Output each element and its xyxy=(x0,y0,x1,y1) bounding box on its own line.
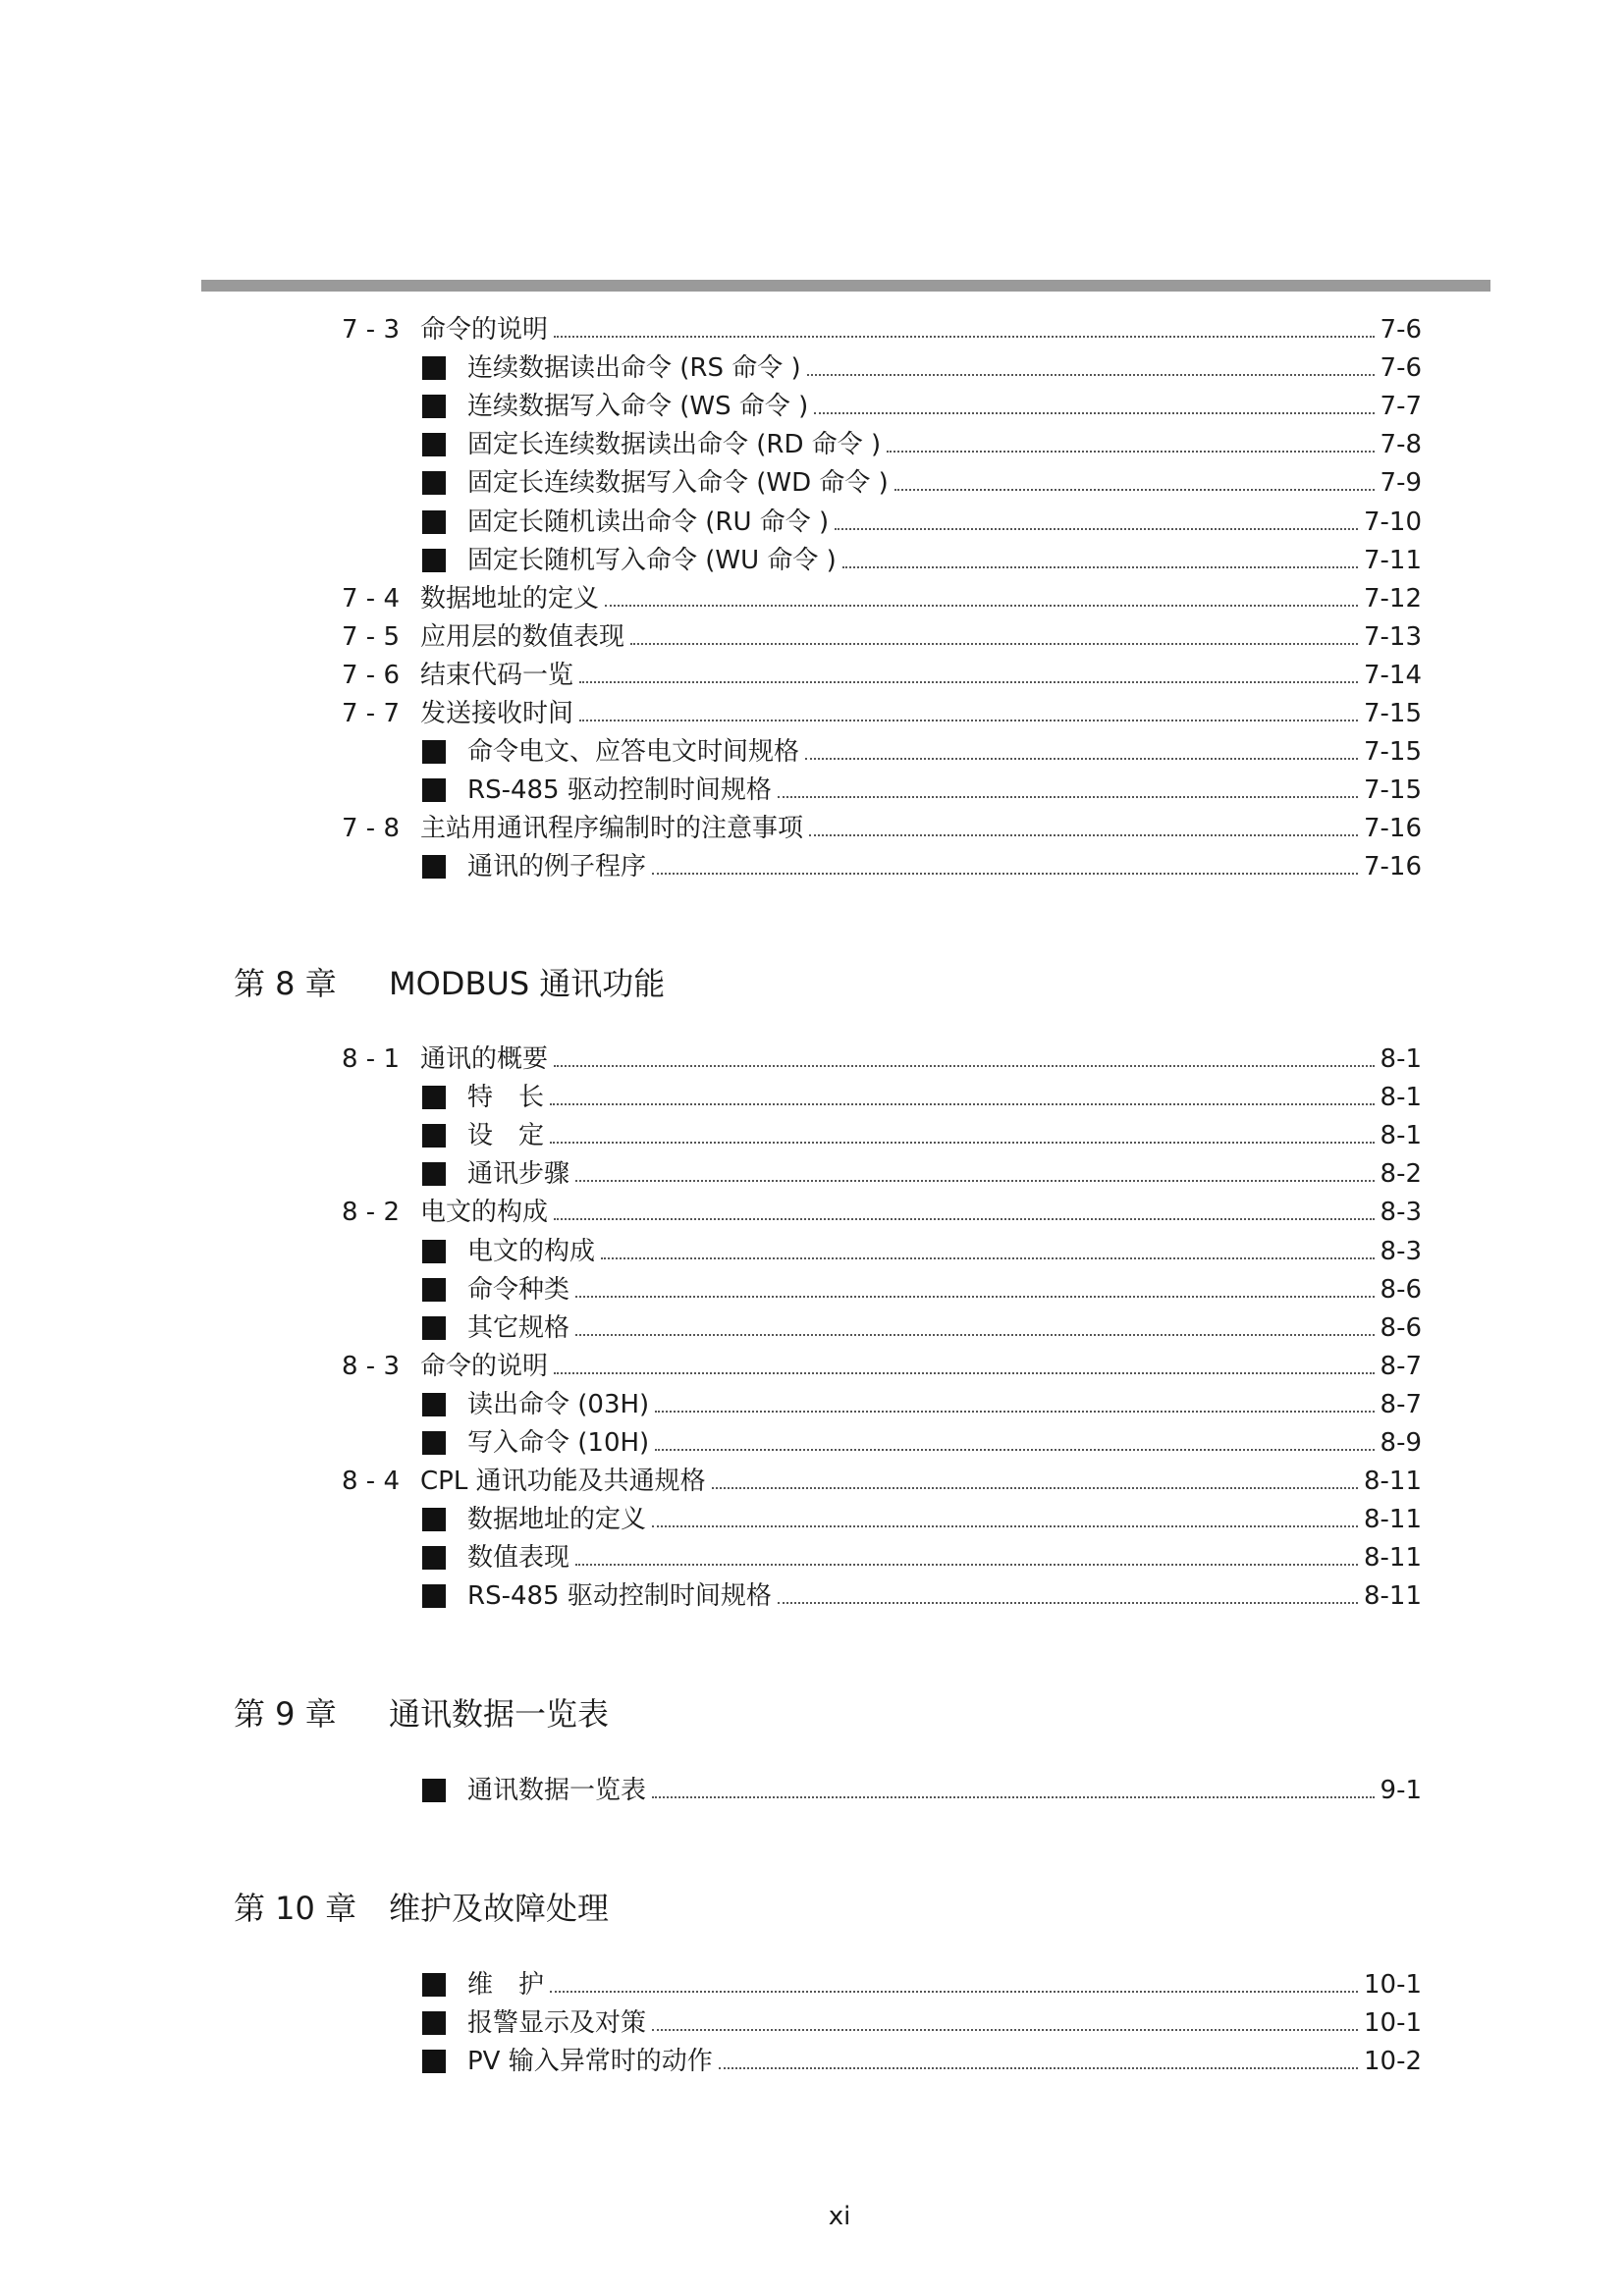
entry-title: 命令电文、应答电文时间规格 xyxy=(467,737,800,768)
dot-leader xyxy=(579,681,1358,683)
square-bullet-icon xyxy=(422,1162,446,1186)
entry-title: 命令种类 xyxy=(467,1274,570,1305)
dot-leader xyxy=(554,1065,1375,1067)
page-ref: 7-10 xyxy=(1363,507,1422,537)
page-ref: 7-15 xyxy=(1363,699,1422,728)
entry-title: 通讯的例子程序 xyxy=(467,852,647,882)
toc-entry[interactable] xyxy=(342,658,1422,693)
entry-title: 通讯的概要 xyxy=(420,1044,549,1074)
toc-subentry[interactable] xyxy=(422,1234,1422,1269)
page-ref: 8-11 xyxy=(1363,1467,1422,1497)
square-bullet-icon xyxy=(422,1278,446,1302)
page-number: xi xyxy=(828,2202,851,2231)
entry-title: 设 定 xyxy=(467,1121,545,1151)
entry-title: 结束代码一览 xyxy=(420,660,574,690)
page-ref: 8-7 xyxy=(1380,1351,1422,1381)
square-bullet-icon xyxy=(422,1393,446,1416)
toc-subentry[interactable] xyxy=(422,1272,1422,1308)
toc-subentry[interactable] xyxy=(422,2044,1422,2079)
square-bullet-icon xyxy=(422,510,446,534)
square-bullet-icon xyxy=(422,1546,446,1570)
entry-title: 报警显示及对策 xyxy=(467,2008,647,2039)
page-ref: 7-16 xyxy=(1363,814,1422,844)
square-bullet-icon xyxy=(422,1240,446,1263)
page-ref: 8-1 xyxy=(1380,1083,1422,1113)
dot-leader xyxy=(554,1218,1375,1220)
square-bullet-icon xyxy=(422,471,446,495)
page-ref: 10-2 xyxy=(1363,2047,1422,2077)
toc-subentry[interactable] xyxy=(422,465,1422,501)
entry-title: RS-485 驱动控制时间规格 xyxy=(467,1581,772,1612)
entry-title: 数据地址的定义 xyxy=(467,1505,647,1535)
page-ref: 8-2 xyxy=(1380,1159,1422,1190)
toc-subentry[interactable] xyxy=(422,1502,1422,1537)
chapter-heading xyxy=(234,1692,609,1735)
square-bullet-icon xyxy=(422,1124,446,1148)
dot-leader xyxy=(601,1257,1375,1259)
dot-leader xyxy=(712,1487,1358,1489)
page-ref: 10-1 xyxy=(1363,2008,1422,2039)
square-bullet-icon xyxy=(422,395,446,418)
entry-title: 写入命令 (10H) xyxy=(467,1428,650,1458)
toc-subentry[interactable] xyxy=(422,1773,1422,1808)
dot-leader xyxy=(652,1525,1358,1527)
entry-title: 通讯步骤 xyxy=(467,1159,570,1190)
dot-leader xyxy=(652,2029,1358,2031)
chapter-title: MODBUS 通讯功能 xyxy=(389,965,666,1002)
entry-title: 发送接收时间 xyxy=(420,699,574,728)
page-ref: 8-11 xyxy=(1363,1505,1422,1535)
entry-title: RS-485 驱动控制时间规格 xyxy=(467,775,772,806)
chapter-number: 第 8 章 xyxy=(234,965,337,1002)
chapter-number: 第 10 章 xyxy=(234,1890,357,1927)
entry-title: 命令的说明 xyxy=(420,315,549,345)
page-ref: 7-15 xyxy=(1363,775,1422,806)
toc-subentry[interactable] xyxy=(422,350,1422,386)
section-number: 8 - 4 xyxy=(342,1467,400,1497)
toc-subentry[interactable] xyxy=(422,1540,1422,1575)
dot-leader xyxy=(575,1334,1375,1336)
entry-title: PV 输入异常时的动作 xyxy=(467,2047,713,2077)
entry-title: 其它规格 xyxy=(467,1312,570,1343)
dot-leader xyxy=(778,1602,1358,1604)
page-ref: 7-9 xyxy=(1380,468,1422,499)
page-ref: 8-6 xyxy=(1380,1312,1422,1343)
toc-subentry[interactable] xyxy=(422,389,1422,424)
chapter-title: 通讯数据一览表 xyxy=(389,1695,610,1733)
section-number: 8 - 2 xyxy=(342,1198,400,1228)
section-number: 7 - 5 xyxy=(342,621,400,652)
entry-title: 特 长 xyxy=(467,1083,545,1113)
page-ref: 8-9 xyxy=(1380,1428,1422,1458)
dot-leader xyxy=(887,451,1374,453)
entry-title: 主站用通讯程序编制时的注意事项 xyxy=(420,814,804,844)
toc-entry[interactable] xyxy=(342,581,1422,616)
square-bullet-icon xyxy=(422,1508,446,1531)
toc-subentry[interactable] xyxy=(422,543,1422,578)
chapter-title: 维护及故障处理 xyxy=(389,1890,610,1927)
entry-title: 连续数据写入命令 (WS 命令 ) xyxy=(467,392,809,422)
entry-title: 数据地址的定义 xyxy=(420,583,600,614)
dot-leader xyxy=(807,374,1375,376)
square-bullet-icon xyxy=(422,1086,446,1109)
page-ref: 7-6 xyxy=(1380,315,1422,345)
entry-title: CPL 通讯功能及共通规格 xyxy=(420,1467,706,1497)
page-ref: 7-16 xyxy=(1363,852,1422,882)
dot-leader xyxy=(809,834,1358,836)
toc-subentry[interactable] xyxy=(422,773,1422,808)
page-ref: 8-1 xyxy=(1380,1044,1422,1074)
entry-title: 命令的说明 xyxy=(420,1351,549,1381)
dot-leader xyxy=(630,643,1358,645)
dot-leader xyxy=(554,336,1375,338)
page-ref: 7-8 xyxy=(1380,430,1422,460)
toc-entry[interactable] xyxy=(342,312,1422,347)
dot-leader xyxy=(835,528,1358,530)
section-number: 7 - 8 xyxy=(342,814,400,844)
section-number: 8 - 3 xyxy=(342,1351,400,1381)
page-ref: 7-13 xyxy=(1363,621,1422,652)
page-ref: 8-6 xyxy=(1380,1274,1422,1305)
page-ref: 8-3 xyxy=(1380,1198,1422,1228)
toc-subentry[interactable] xyxy=(422,1387,1422,1422)
dot-leader xyxy=(579,720,1358,721)
dot-leader xyxy=(719,2067,1358,2069)
toc-subentry[interactable] xyxy=(422,849,1422,884)
toc-subentry[interactable] xyxy=(422,1310,1422,1346)
entry-title: 电文的构成 xyxy=(467,1236,596,1266)
page-ref: 7-6 xyxy=(1380,353,1422,384)
chapter-heading xyxy=(234,1887,609,1930)
page-ref: 7-11 xyxy=(1363,545,1422,575)
chapter-number: 第 9 章 xyxy=(234,1695,337,1733)
section-number: 7 - 7 xyxy=(342,699,400,728)
section-number: 7 - 4 xyxy=(342,583,400,614)
toc-subentry[interactable] xyxy=(422,1578,1422,1614)
toc-entry[interactable] xyxy=(342,696,1422,731)
section-number: 8 - 1 xyxy=(342,1044,400,1074)
toc-entry[interactable] xyxy=(342,1195,1422,1230)
toc-subentry[interactable] xyxy=(422,1967,1422,2002)
dot-leader xyxy=(550,1991,1358,1993)
entry-title: 维 护 xyxy=(467,1970,545,2000)
entry-title: 数值表现 xyxy=(467,1543,570,1574)
page-ref: 10-1 xyxy=(1363,1970,1422,2000)
dot-leader xyxy=(575,1296,1375,1298)
dot-leader xyxy=(652,873,1358,875)
dot-leader xyxy=(805,758,1358,760)
toc-entry[interactable] xyxy=(342,811,1422,846)
entry-title: 固定长随机读出命令 (RU 命令 ) xyxy=(467,507,830,537)
toc-subentry[interactable] xyxy=(422,1425,1422,1461)
entry-title: 固定长连续数据读出命令 (RD 命令 ) xyxy=(467,430,882,460)
dot-leader xyxy=(778,796,1358,798)
section-number: 7 - 6 xyxy=(342,660,400,690)
page-ref: 8-3 xyxy=(1380,1236,1422,1266)
page-ref: 7-15 xyxy=(1363,737,1422,768)
page-ref: 7-7 xyxy=(1380,392,1422,422)
page-ref: 8-11 xyxy=(1363,1543,1422,1574)
toc-subentry[interactable] xyxy=(422,427,1422,462)
page-ref: 8-1 xyxy=(1380,1121,1422,1151)
chapter-heading xyxy=(234,962,665,1005)
page-ref: 7-14 xyxy=(1363,660,1422,690)
dot-leader xyxy=(554,1372,1375,1374)
toc-entry[interactable] xyxy=(342,1464,1422,1499)
square-bullet-icon xyxy=(422,433,446,456)
square-bullet-icon xyxy=(422,2011,446,2035)
dot-leader xyxy=(655,1449,1374,1451)
entry-title: 读出命令 (03H) xyxy=(467,1389,650,1419)
dot-leader xyxy=(550,1103,1375,1105)
dot-leader xyxy=(605,605,1358,607)
dot-leader xyxy=(814,412,1374,414)
square-bullet-icon xyxy=(422,778,446,802)
dot-leader xyxy=(655,1411,1374,1413)
section-number: 7 - 3 xyxy=(342,315,400,345)
page-ref: 8-11 xyxy=(1363,1581,1422,1612)
toc-subentry[interactable] xyxy=(422,1156,1422,1192)
square-bullet-icon xyxy=(422,356,446,380)
square-bullet-icon xyxy=(422,1584,446,1608)
toc-entry[interactable] xyxy=(342,1349,1422,1384)
square-bullet-icon xyxy=(422,740,446,764)
dot-leader xyxy=(575,1180,1375,1182)
entry-title: 应用层的数值表现 xyxy=(420,621,625,652)
toc-subentry[interactable] xyxy=(422,505,1422,540)
toc-subentry[interactable] xyxy=(422,2005,1422,2041)
square-bullet-icon xyxy=(422,1431,446,1455)
entry-title: 连续数据读出命令 (RS 命令 ) xyxy=(467,353,801,384)
square-bullet-icon xyxy=(422,549,446,572)
dot-leader xyxy=(575,1564,1358,1566)
square-bullet-icon xyxy=(422,2050,446,2073)
page-ref: 9-1 xyxy=(1380,1776,1422,1805)
toc-entry[interactable] xyxy=(342,1041,1422,1077)
dot-leader xyxy=(894,489,1375,491)
square-bullet-icon xyxy=(422,1779,446,1802)
entry-title: 固定长随机写入命令 (WU 命令 ) xyxy=(467,545,837,575)
page-ref: 8-7 xyxy=(1380,1389,1422,1419)
page-ref: 7-12 xyxy=(1363,583,1422,614)
dot-leader xyxy=(842,566,1358,568)
toc-subentry[interactable] xyxy=(422,734,1422,770)
dot-leader xyxy=(550,1142,1375,1144)
entry-title: 通讯数据一览表 xyxy=(467,1776,647,1805)
entry-title: 电文的构成 xyxy=(420,1198,549,1228)
toc-subentry[interactable] xyxy=(422,1080,1422,1115)
dot-leader xyxy=(652,1796,1375,1798)
square-bullet-icon xyxy=(422,1973,446,1997)
toc-entry[interactable] xyxy=(342,619,1422,655)
toc-subentry[interactable] xyxy=(422,1118,1422,1153)
square-bullet-icon xyxy=(422,855,446,879)
entry-title: 固定长连续数据写入命令 (WD 命令 ) xyxy=(467,468,889,499)
square-bullet-icon xyxy=(422,1316,446,1340)
